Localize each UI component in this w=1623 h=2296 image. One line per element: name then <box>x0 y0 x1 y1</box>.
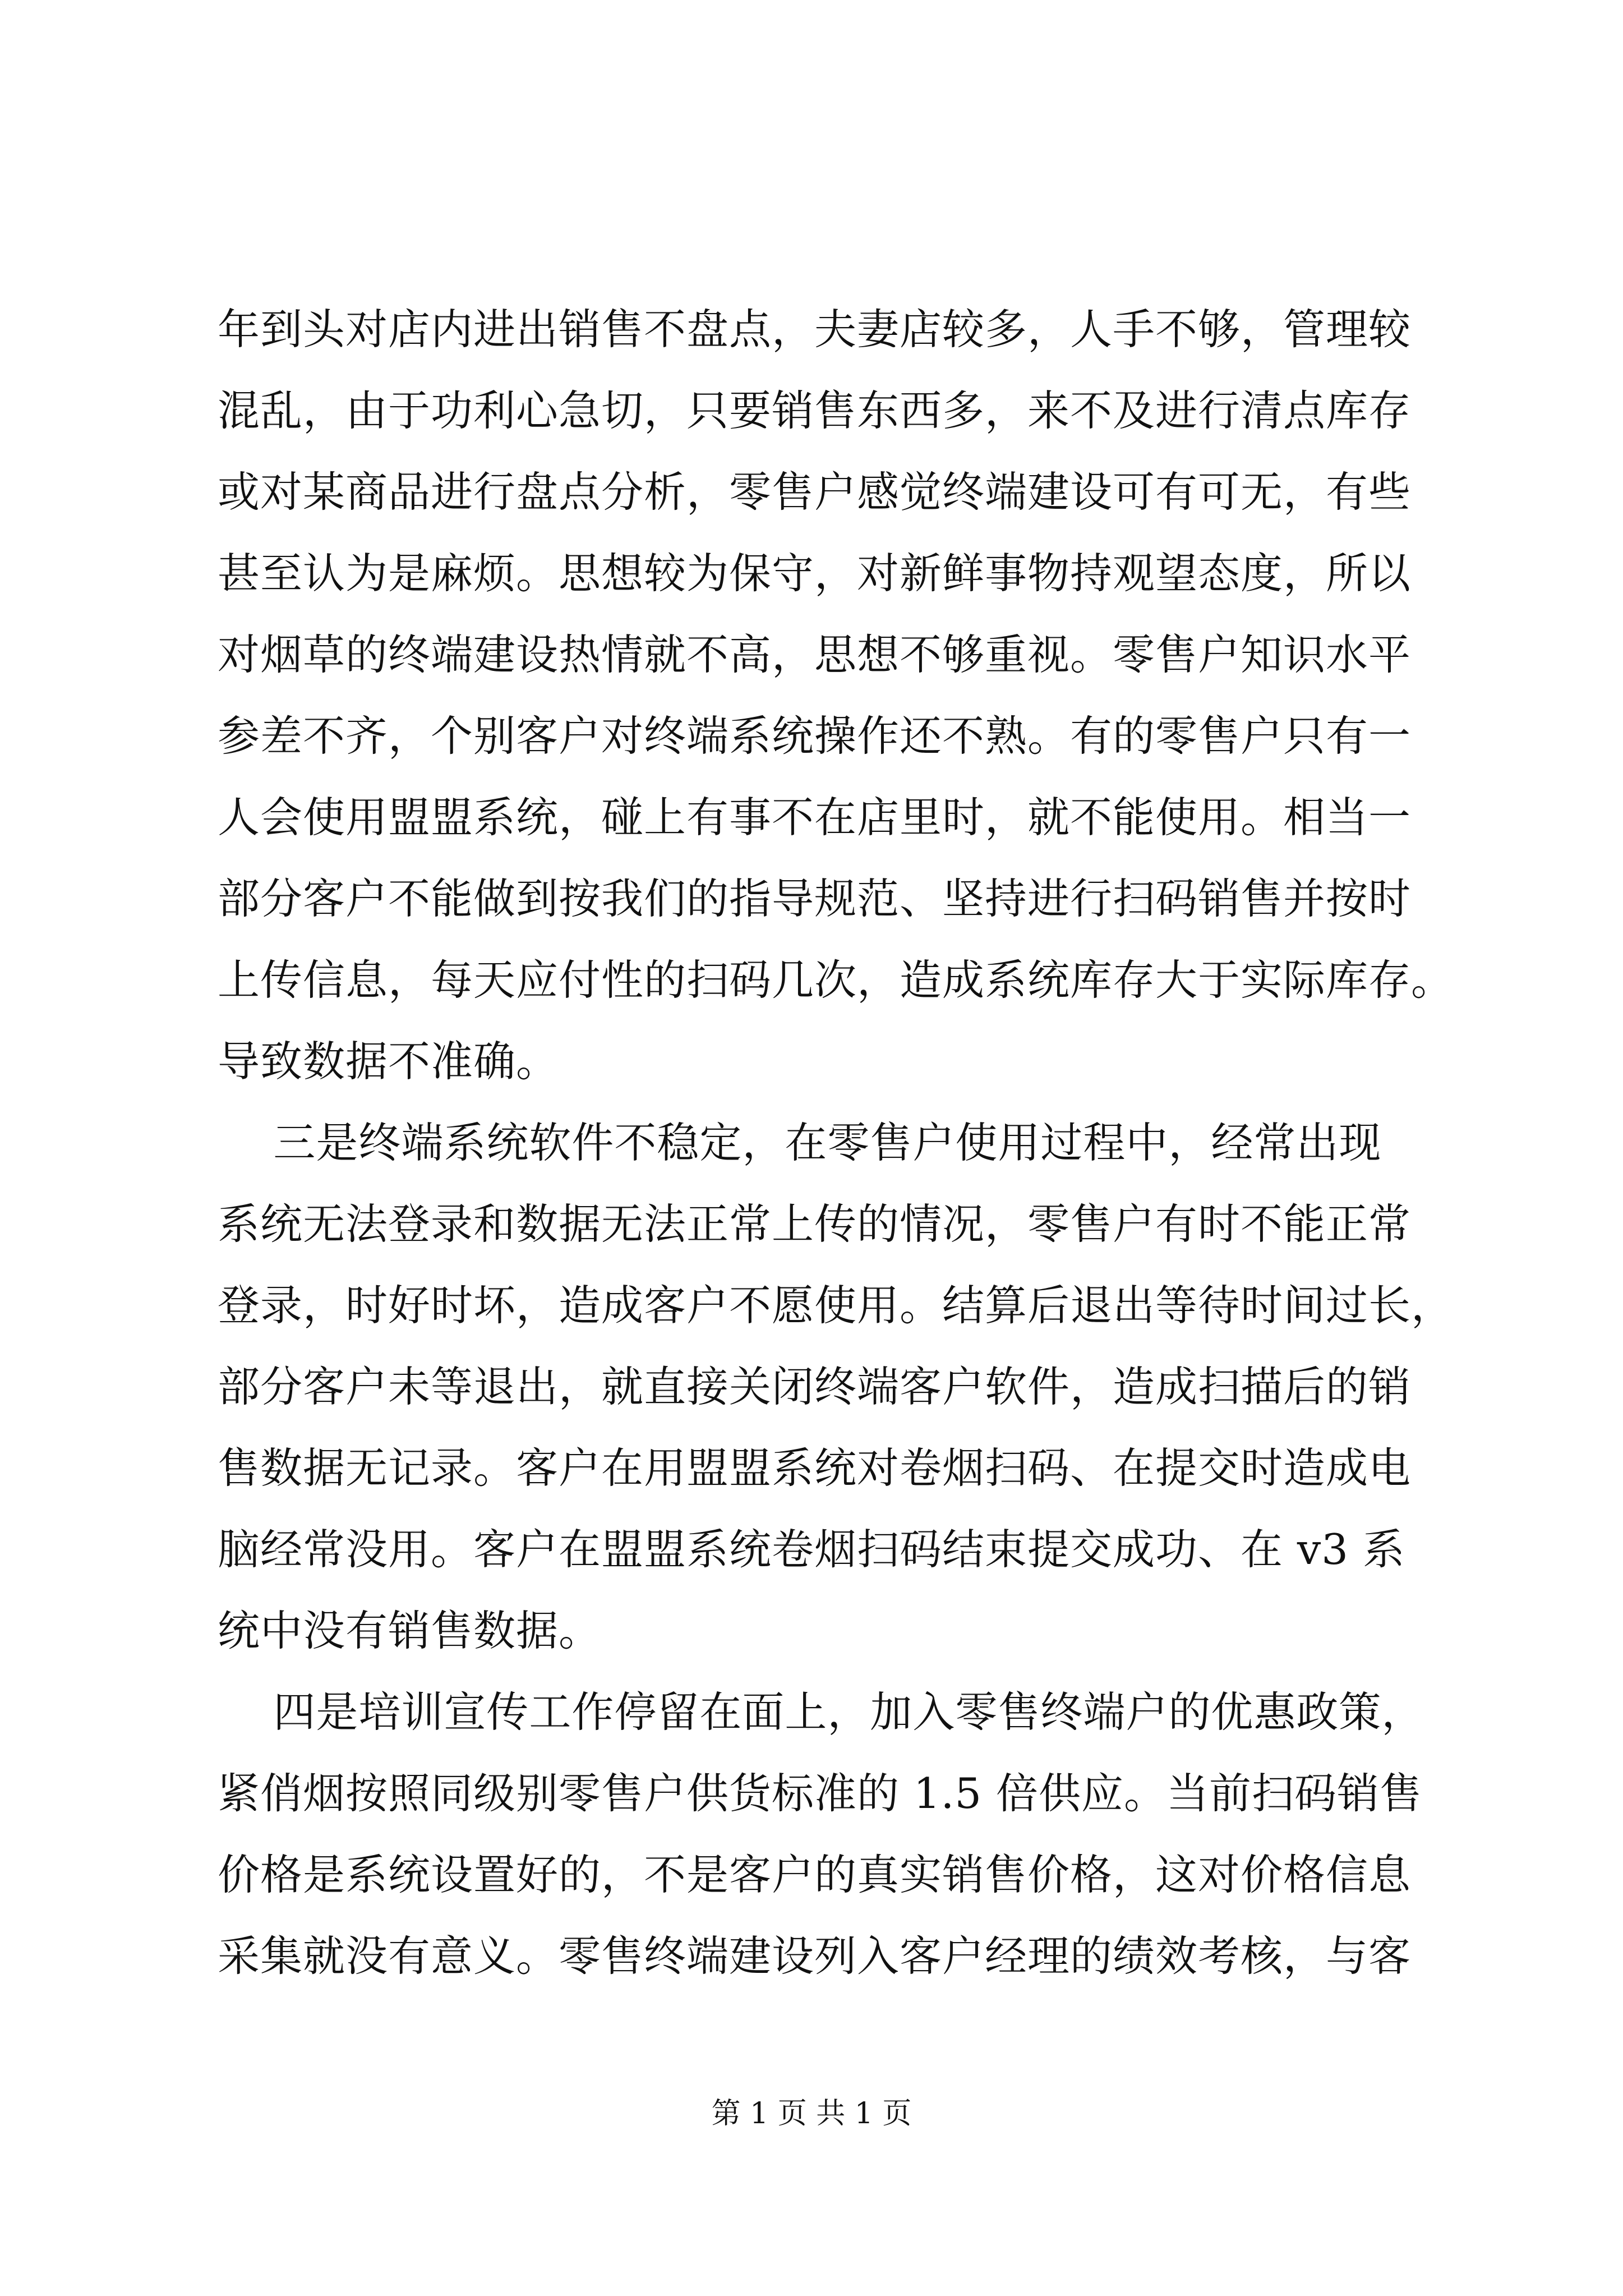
page-footer <box>0 2090 1623 2132</box>
text-line: 年到头对店内进出销售不盘点，夫妻店较多，人手不够，管理较 <box>218 305 1412 354</box>
text-line: 或对某商品进行盘点分析，零售户感觉终端建设可有可无，有些 <box>218 467 1412 517</box>
text-line: 紧俏烟按照同级别零售户供货标准的 1.5 倍供应。当前扫码销售 <box>218 1769 1422 1818</box>
text-line: 采集就没有意义。零售终端建设列入客户经理的绩效考核，与客 <box>218 1931 1412 1981</box>
text-line: 价格是系统设置好的，不是客户的真实销售价格，这对价格信息 <box>218 1850 1412 1899</box>
text-line: 部分客户未等退出，就直接关闭终端客户软件，造成扫描后的销 <box>218 1362 1412 1411</box>
page-number-label: 第 1 页 共 1 页 <box>711 2097 912 2131</box>
text-line: 对烟草的终端建设热情就不高，思想不够重视。零售户知识水平 <box>218 630 1412 679</box>
text-line: 登录，时好时坏，造成客户不愿使用。结算后退出等待时间过长， <box>218 1281 1454 1330</box>
text-line: 人会使用盟盟系统，碰上有事不在店里时，就不能使用。相当一 <box>218 793 1412 842</box>
text-line: 上传信息，每天应付性的扫码几次，造成系统库存大于实际库存。 <box>218 955 1454 1005</box>
paragraph-start-line: 三是终端系统软件不稳定，在零售户使用过程中，经常出现 <box>218 1118 1382 1167</box>
paragraph-start-line: 四是培训宣传工作停留在面上，加入零售终端户的优惠政策， <box>218 1687 1424 1737</box>
text-line: 部分客户不能做到按我们的指导规范、坚持进行扫码销售并按时 <box>218 874 1412 923</box>
text-line: 系统无法登录和数据无法正常上传的情况，零售户有时不能正常 <box>218 1199 1412 1249</box>
text-line: 售数据无记录。客户在用盟盟系统对卷烟扫码、在提交时造成电 <box>218 1443 1412 1493</box>
text-line: 混乱，由于功利心急切，只要销售东西多，来不及进行清点库存 <box>218 386 1412 435</box>
body-text <box>218 289 1454 1997</box>
text-line: 甚至认为是麻烦。思想较为保守，对新鲜事物持观望态度，所以 <box>218 549 1412 598</box>
text-line: 统中没有销售数据。 <box>218 1606 602 1655</box>
text-line: 脑经常没用。客户在盟盟系统卷烟扫码结束提交成功、在 v3 系 <box>218 1525 1405 1574</box>
text-line: 参差不齐，个别客户对终端系统操作还不熟。有的零售户只有一 <box>218 711 1412 761</box>
text-line: 导致数据不准确。 <box>218 1037 559 1086</box>
